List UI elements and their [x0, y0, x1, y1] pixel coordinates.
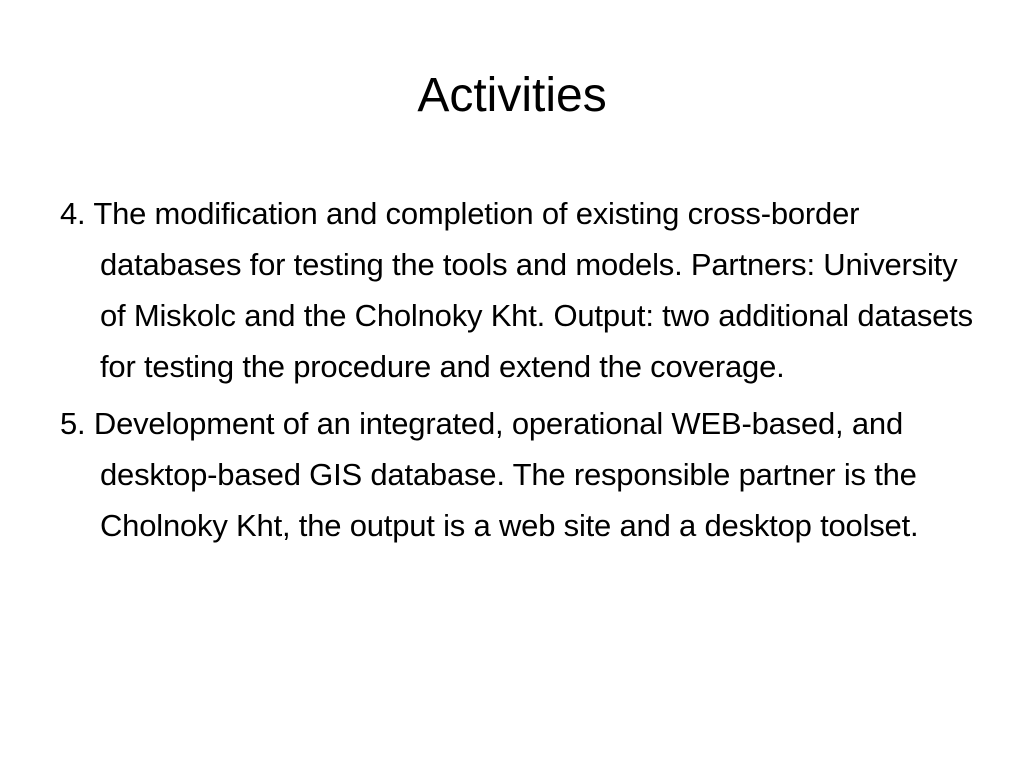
activity-text: Development of an integrated, operational WEB-based, and desktop-based GIS database. The responsible partner is the Cholnoky Kht, the output is a web site and a desktop toolset.	[93, 406, 919, 543]
activity-number: 4.	[60, 196, 86, 231]
activity-item-5	[60, 398, 980, 551]
activity-item-4	[60, 188, 980, 392]
slide-title: Activities	[417, 69, 607, 122]
activity-list	[60, 188, 980, 557]
activity-number: 5.	[60, 406, 86, 441]
activity-text: The modification and completion of existing cross-border databases for testing the tools and models. Partners: University of Miskolc and the Cholnoky Kht. Output: two additional datasets for testing the procedure and extend the coverage.	[93, 196, 973, 384]
